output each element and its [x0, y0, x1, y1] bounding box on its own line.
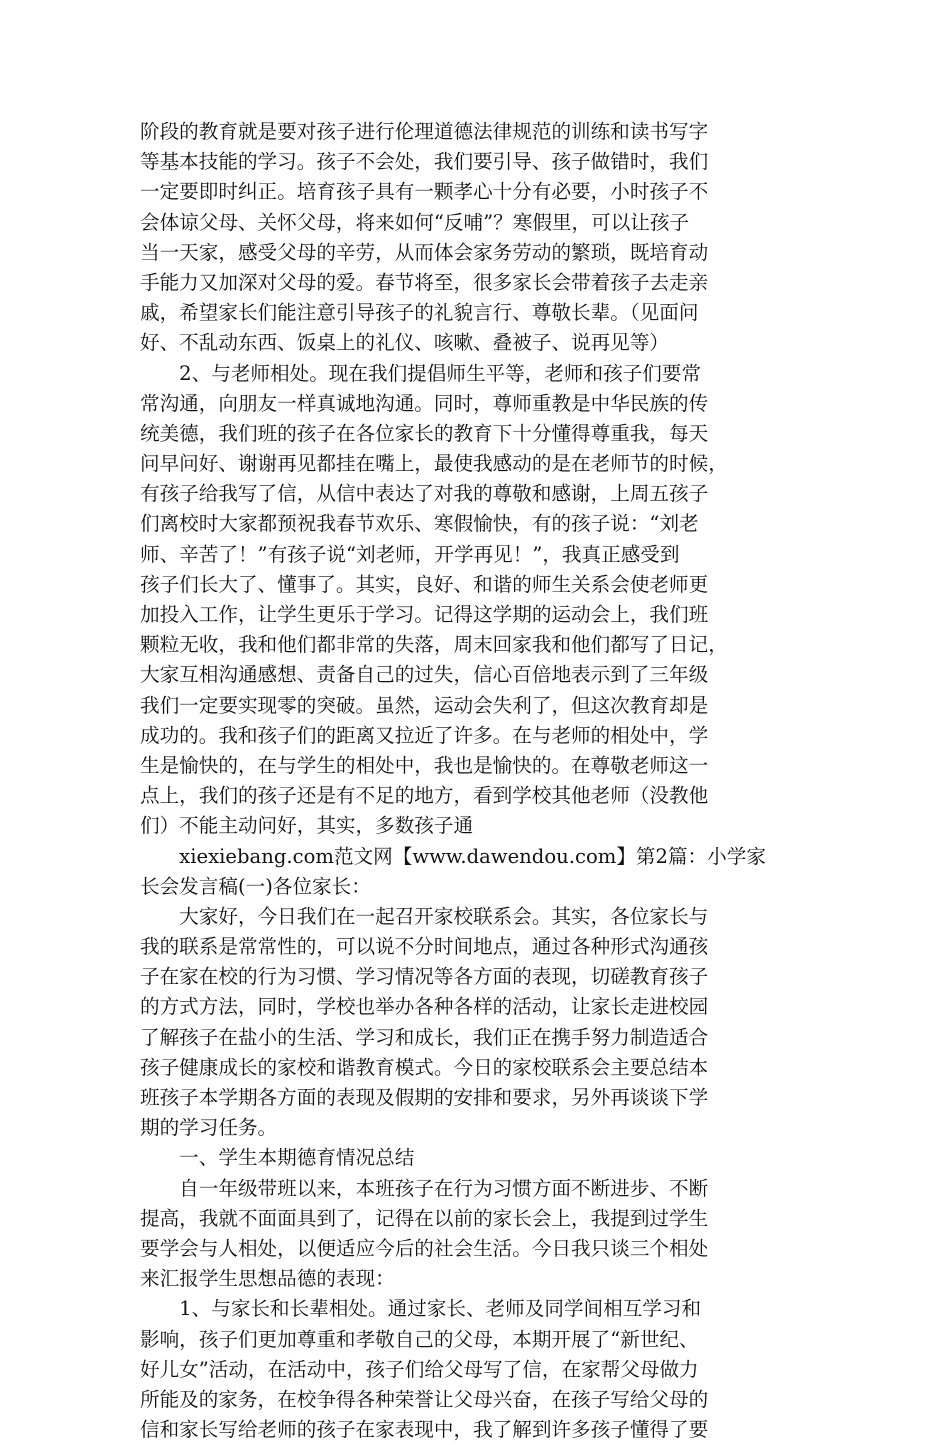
text-line: 期的学习任务。: [140, 1116, 278, 1140]
text-line: 子在家在校的行为习惯、学习情况等各方面的表现，切磋教育孩子: [140, 965, 709, 989]
document-body: [140, 117, 830, 1445]
text-line: 1、与家长和长辈相处。通过家长、老师及同学间相互学习和: [140, 1297, 702, 1321]
text-line: 统美德，我们班的孩子在各位家长的教育下十分懂得尊重我，每天: [140, 421, 709, 445]
text-line: 了解孩子在盐小的生活、学习和成长，我们正在携手努力制造适合: [140, 1025, 709, 1049]
text-line: 自一年级带班以来，本班孩子在行为习惯方面不断进步、不断: [140, 1176, 709, 1200]
text-line: 2、与老师相处。现在我们提倡师生平等，老师和孩子们要常: [140, 361, 702, 385]
text-line: 的方式方法，同时，学校也举办各种各样的活动，让家长走进校园: [140, 995, 709, 1019]
text-line: 一、学生本期德育情况总结: [140, 1146, 415, 1170]
text-line: 孩子健康成长的家校和谐教育模式。今日的家校联系会主要总结本: [140, 1055, 709, 1079]
text-line: 们离校时大家都预祝我春节欢乐、寒假愉快，有的孩子说：“刘老: [140, 512, 699, 536]
text-line: 我们一定要实现零的突破。虽然，运动会失利了，但这次教育却是: [140, 693, 709, 717]
text-line: 要学会与人相处，以便适应今后的社会生活。今日我只谈三个相处: [140, 1236, 709, 1260]
text-line: 阶段的教育就是要对孩子进行伦理道德法律规范的训练和读书写字: [140, 120, 709, 143]
text-line: 信和家长写给老师的孩子在家表现中，我了解到许多孩子懂得了要: [140, 1418, 709, 1442]
text-line: 颗粒无收，我和他们都非常的失落，周末回家我和他们都写了日记，: [140, 633, 728, 657]
text-line: 有孩子给我写了信，从信中表达了对我的尊敬和感谢，上周五孩子: [140, 482, 709, 506]
text-line: 提高，我就不面面具到了，记得在以前的家长会上，我提到过学生: [140, 1206, 709, 1230]
text-line: 当一天家，感受父母的辛劳，从而体会家务劳动的繁琐，既培育动: [140, 240, 709, 264]
text-line: 我的联系是常常性的，可以说不分时间地点，通过各种形式沟通孩: [140, 935, 709, 959]
text-line: 好、不乱动东西、饭桌上的礼仪、咳嗽、叠被子、说再见等）: [140, 331, 670, 355]
text-line: 会体谅父母、关怀父母，将来如何“反哺”？寒假里，可以让孩子: [140, 210, 690, 234]
text-line: 手能力又加深对父母的爱。春节将至，很多家长会带着孩子去走亲: [140, 270, 709, 294]
text-line: 加投入工作，让学生更乐于学习。记得这学期的运动会上，我们班: [140, 603, 709, 626]
text-line: 点上，我们的孩子还是有不足的地方，看到学校其他老师（没教他: [140, 784, 709, 808]
text-line: 来汇报学生思想品德的表现：: [140, 1267, 395, 1291]
text-line: xiexiebang.com范文网【www.dawendou.com】第2篇：小学家: [140, 844, 766, 868]
text-line: 大家好，今日我们在一起召开家校联系会。其实，各位家长与: [140, 904, 709, 928]
text-line: 大家互相沟通感想、责备自己的过失，信心百倍地表示到了三年级: [140, 663, 709, 687]
text-line: 等基本技能的学习。孩子不会处，我们要引导、孩子做错时，我们: [140, 150, 709, 174]
text-line: 好儿女”活动，在活动中，孩子们给父母写了信，在家帮父母做力: [140, 1357, 699, 1381]
text-line: 影响，孩子们更加尊重和孝敬自己的父母，本期开展了“新世纪、: [140, 1327, 699, 1351]
text-line: 孩子们长大了、懂事了。其实，良好、和谐的师生关系会使老师更: [140, 572, 709, 596]
text-line: 问早问好、谢谢再见都挂在嘴上，最使我感动的是在老师节的时候，: [140, 452, 728, 476]
text-line: 生是愉快的，在与学生的相处中，我也是愉快的。在尊敬老师这一: [140, 753, 709, 777]
text-line: 师、辛苦了！”有孩子说“刘老师，开学再见！”，我真正感受到: [140, 542, 680, 566]
text-line: 所能及的家务，在校争得各种荣誉让父母兴奋，在孩子写给父母的: [140, 1387, 709, 1411]
text-line: 一定要即时纠正。培育孩子具有一颗孝心十分有必要，小时孩子不: [140, 180, 709, 204]
text-line: 班孩子本学期各方面的表现及假期的安排和要求，另外再谈谈下学: [140, 1086, 709, 1109]
text-line: 长会发言稿(一)各位家长：: [140, 874, 371, 898]
text-line: 成功的。我和孩子们的距离又拉近了许多。在与老师的相处中，学: [140, 723, 709, 747]
text-line: 们）不能主动问好，其实，多数孩子通: [140, 814, 474, 838]
text-line: 常沟通，向朋友一样真诚地沟通。同时，尊师重教是中华民族的传: [140, 391, 709, 415]
text-line: 戚，希望家长们能注意引导孩子的礼貌言行、尊敬长辈。（见面问: [140, 301, 699, 325]
